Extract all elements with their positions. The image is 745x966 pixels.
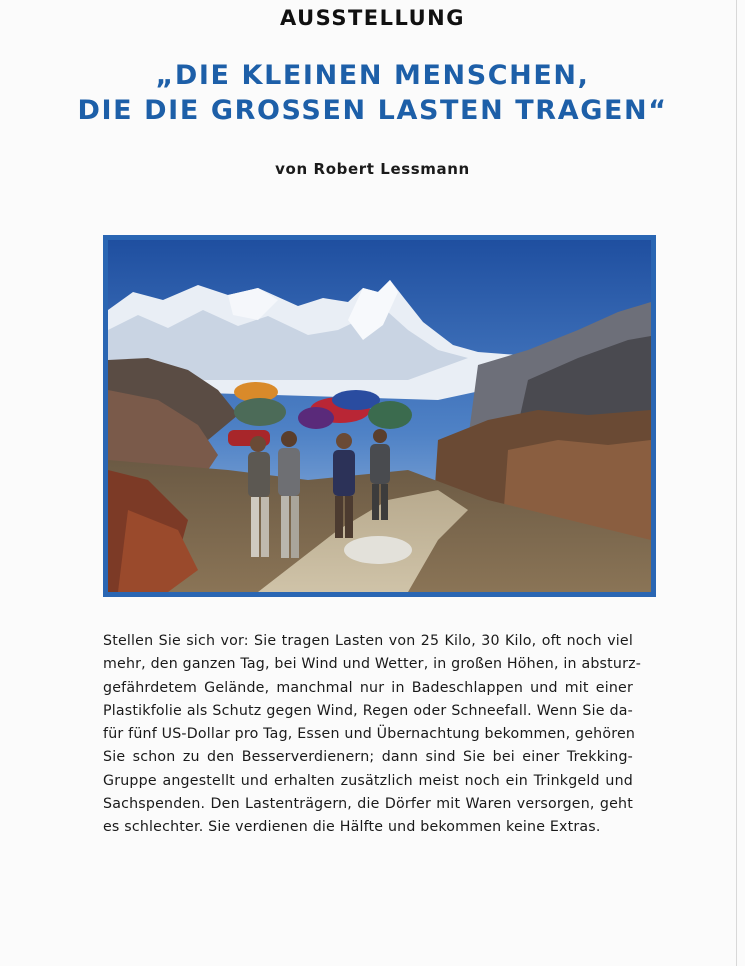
photo-frame <box>103 235 656 597</box>
body-line: mehr, den ganzen Tag, bei Wind und Wetter, in großen Höhen, in absturz- <box>103 656 642 673</box>
body-line: Sachspenden. Den Lastenträgern, die Dörfer mit Waren versorgen, geht <box>103 796 633 813</box>
byline: von Robert Lessmann <box>275 160 470 178</box>
page-edge <box>736 0 737 966</box>
headline <box>0 58 745 128</box>
body-line: gefährdetem Gelände, manchmal nur in Badeschlappen und mit einer <box>103 679 633 696</box>
body-line: Gruppe angestellt und erhalten zusätzlich meist noch ein Trinkgeld und <box>103 772 633 789</box>
article-body <box>103 630 642 840</box>
body-line: es schlechter. Sie verdienen die Hälfte und bekommen keine Extras. <box>103 819 601 836</box>
photo-porters-himalaya <box>108 240 651 592</box>
headline-line-2: DIE DIE GROSSEN LASTEN TRAGEN“ <box>77 95 668 126</box>
section-label: AUSSTELLUNG <box>279 6 465 30</box>
body-line: für fünf US-Dollar pro Tag, Essen und Übernachtung bekommen, gehören <box>103 726 636 743</box>
body-line: Stellen Sie sich vor: Sie tragen Lasten von 25 Kilo, 30 Kilo, oft noch viel <box>103 633 633 649</box>
body-line: Sie schon zu den Besserverdienern; dann sind Sie bei einer Trekking- <box>103 749 633 766</box>
body-line: Plastikfolie als Schutz gegen Wind, Regen oder Schneefall. Wenn Sie da- <box>103 702 633 719</box>
headline-line-1: „DIE KLEINEN MENSCHEN, <box>155 60 590 91</box>
